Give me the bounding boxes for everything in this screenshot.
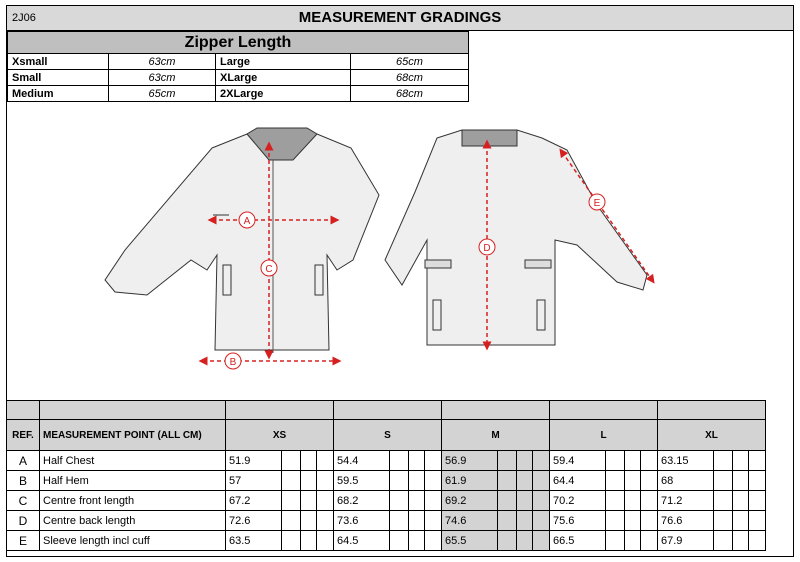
- blank-cell: [301, 471, 317, 491]
- row-value: 63.5: [226, 531, 282, 551]
- row-ref: C: [7, 491, 40, 511]
- ref-header: REF.: [7, 420, 40, 451]
- blank-cell: [533, 531, 550, 551]
- blank-cell: [317, 471, 334, 491]
- blank-cell: [282, 531, 301, 551]
- blank-cell: [498, 531, 517, 551]
- blank-cell: [733, 511, 749, 531]
- blank-cell: [282, 511, 301, 531]
- point-header: MEASUREMENT POINT (ALL CM): [40, 420, 226, 451]
- blank-cell: [409, 531, 425, 551]
- label-d: D: [483, 243, 491, 254]
- zipper-value: 63cm: [109, 54, 216, 70]
- row-ref: E: [7, 531, 40, 551]
- blank-cell: [625, 491, 641, 511]
- blank-cell: [749, 451, 766, 471]
- blank-cell: [517, 491, 533, 511]
- blank-cell: [409, 471, 425, 491]
- blank-cell: [301, 491, 317, 511]
- row-ref: D: [7, 511, 40, 531]
- row-value: 64.5: [334, 531, 390, 551]
- zipper-value: 65cm: [109, 86, 216, 102]
- blank-cell: [641, 531, 658, 551]
- zipper-value: 63cm: [109, 70, 216, 86]
- label-c: C: [265, 264, 273, 275]
- blank-cell: [282, 471, 301, 491]
- blank-cell: [714, 511, 733, 531]
- blank-cell: [625, 451, 641, 471]
- table-row: [7, 531, 766, 551]
- row-value: 75.6: [550, 511, 606, 531]
- blank-cell: [517, 471, 533, 491]
- blank-cell: [390, 511, 409, 531]
- blank-cell: [517, 451, 533, 471]
- blank-cell: [498, 511, 517, 531]
- zipper-size: 2XLarge: [216, 86, 351, 102]
- blank-cell: [533, 451, 550, 471]
- blank-cell: [390, 531, 409, 551]
- blank-cell: [317, 531, 334, 551]
- zipper-size: Small: [8, 70, 109, 86]
- group-row: [7, 401, 766, 420]
- blank-cell: [733, 471, 749, 491]
- row-ref: A: [7, 451, 40, 471]
- zipper-length-table: [7, 31, 469, 102]
- blank-cell: [749, 511, 766, 531]
- row-value: 71.2: [658, 491, 714, 511]
- blank-cell: [282, 491, 301, 511]
- zipper-value: 65cm: [351, 54, 469, 70]
- blank-cell: [641, 451, 658, 471]
- blank-cell: [606, 511, 625, 531]
- row-ref: B: [7, 471, 40, 491]
- blank-cell: [625, 471, 641, 491]
- blank-cell: [425, 491, 442, 511]
- blank-cell: [425, 511, 442, 531]
- row-value: 68.2: [334, 491, 390, 511]
- blank-cell: [498, 451, 517, 471]
- row-point: Sleeve length incl cuff: [40, 531, 226, 551]
- blank-cell: [625, 511, 641, 531]
- row-value: 67.2: [226, 491, 282, 511]
- blank-cell: [425, 471, 442, 491]
- row-point: Half Chest: [40, 451, 226, 471]
- blank-cell: [317, 511, 334, 531]
- blank-cell: [425, 531, 442, 551]
- blank-cell: [606, 491, 625, 511]
- row-value: 66.5: [550, 531, 606, 551]
- style-code: 2J06: [12, 12, 36, 24]
- blank-cell: [409, 451, 425, 471]
- blank-cell: [533, 491, 550, 511]
- table-row: [7, 471, 766, 491]
- row-value: 63.15: [658, 451, 714, 471]
- size-header-m: M: [442, 420, 550, 451]
- blank-cell: [517, 531, 533, 551]
- blank-cell: [625, 531, 641, 551]
- blank-cell: [714, 451, 733, 471]
- zipper-size: Large: [216, 54, 351, 70]
- label-b: B: [229, 357, 237, 368]
- row-value: 76.6: [658, 511, 714, 531]
- garment-drawing: [7, 110, 793, 398]
- row-value: 57: [226, 471, 282, 491]
- page-header: [7, 6, 793, 31]
- blank-cell: [606, 531, 625, 551]
- size-header-xs: XS: [226, 420, 334, 451]
- blank-cell: [301, 451, 317, 471]
- blank-cell: [409, 491, 425, 511]
- size-header-xl: XL: [658, 420, 766, 451]
- zipper-size: Medium: [8, 86, 109, 102]
- label-e: E: [593, 198, 601, 209]
- row-value: 61.9: [442, 471, 498, 491]
- blank-cell: [714, 471, 733, 491]
- blank-cell: [317, 491, 334, 511]
- size-header-s: S: [334, 420, 442, 451]
- row-value: 54.4: [334, 451, 390, 471]
- zipper-row: [8, 54, 469, 70]
- label-a: A: [243, 216, 251, 227]
- blank-cell: [749, 531, 766, 551]
- zipper-title: Zipper Length: [8, 32, 469, 54]
- blank-cell: [390, 491, 409, 511]
- measurement-rows: [7, 451, 766, 551]
- page-title: MEASUREMENT GRADINGS: [298, 9, 502, 26]
- blank-cell: [301, 531, 317, 551]
- blank-cell: [390, 471, 409, 491]
- blank-cell: [733, 531, 749, 551]
- size-header-l: L: [550, 420, 658, 451]
- blank-cell: [317, 451, 334, 471]
- blank-cell: [749, 471, 766, 491]
- zipper-row: [8, 70, 469, 86]
- zipper-value: 68cm: [351, 70, 469, 86]
- row-point: Centre front length: [40, 491, 226, 511]
- table-row: [7, 511, 766, 531]
- blank-cell: [533, 471, 550, 491]
- blank-cell: [714, 491, 733, 511]
- blank-cell: [498, 491, 517, 511]
- row-value: 68: [658, 471, 714, 491]
- blank-cell: [606, 471, 625, 491]
- blank-cell: [641, 491, 658, 511]
- blank-cell: [714, 531, 733, 551]
- blank-cell: [498, 471, 517, 491]
- row-value: 59.4: [550, 451, 606, 471]
- blank-cell: [390, 451, 409, 471]
- row-value: 72.6: [226, 511, 282, 531]
- zipper-size: Xsmall: [8, 54, 109, 70]
- row-point: Half Hem: [40, 471, 226, 491]
- blank-cell: [641, 511, 658, 531]
- back-jacket: [385, 130, 647, 345]
- row-value: 59.5: [334, 471, 390, 491]
- blank-cell: [425, 451, 442, 471]
- blank-cell: [733, 491, 749, 511]
- blank-cell: [301, 511, 317, 531]
- row-value: 69.2: [442, 491, 498, 511]
- row-value: 74.6: [442, 511, 498, 531]
- blank-cell: [517, 511, 533, 531]
- row-value: 73.6: [334, 511, 390, 531]
- table-row: [7, 491, 766, 511]
- blank-cell: [282, 451, 301, 471]
- row-value: 65.5: [442, 531, 498, 551]
- row-value: 70.2: [550, 491, 606, 511]
- row-value: 51.9: [226, 451, 282, 471]
- blank-cell: [749, 491, 766, 511]
- zipper-row: [8, 86, 469, 102]
- front-jacket: [105, 128, 379, 353]
- zipper-value: 68cm: [351, 86, 469, 102]
- header-row: [7, 420, 766, 451]
- blank-cell: [641, 471, 658, 491]
- zipper-size: XLarge: [216, 70, 351, 86]
- blank-cell: [409, 511, 425, 531]
- row-value: 56.9: [442, 451, 498, 471]
- blank-cell: [733, 451, 749, 471]
- blank-cell: [606, 451, 625, 471]
- row-value: 64.4: [550, 471, 606, 491]
- table-row: [7, 451, 766, 471]
- measurement-table: [6, 400, 766, 551]
- blank-cell: [533, 511, 550, 531]
- row-value: 67.9: [658, 531, 714, 551]
- row-point: Centre back length: [40, 511, 226, 531]
